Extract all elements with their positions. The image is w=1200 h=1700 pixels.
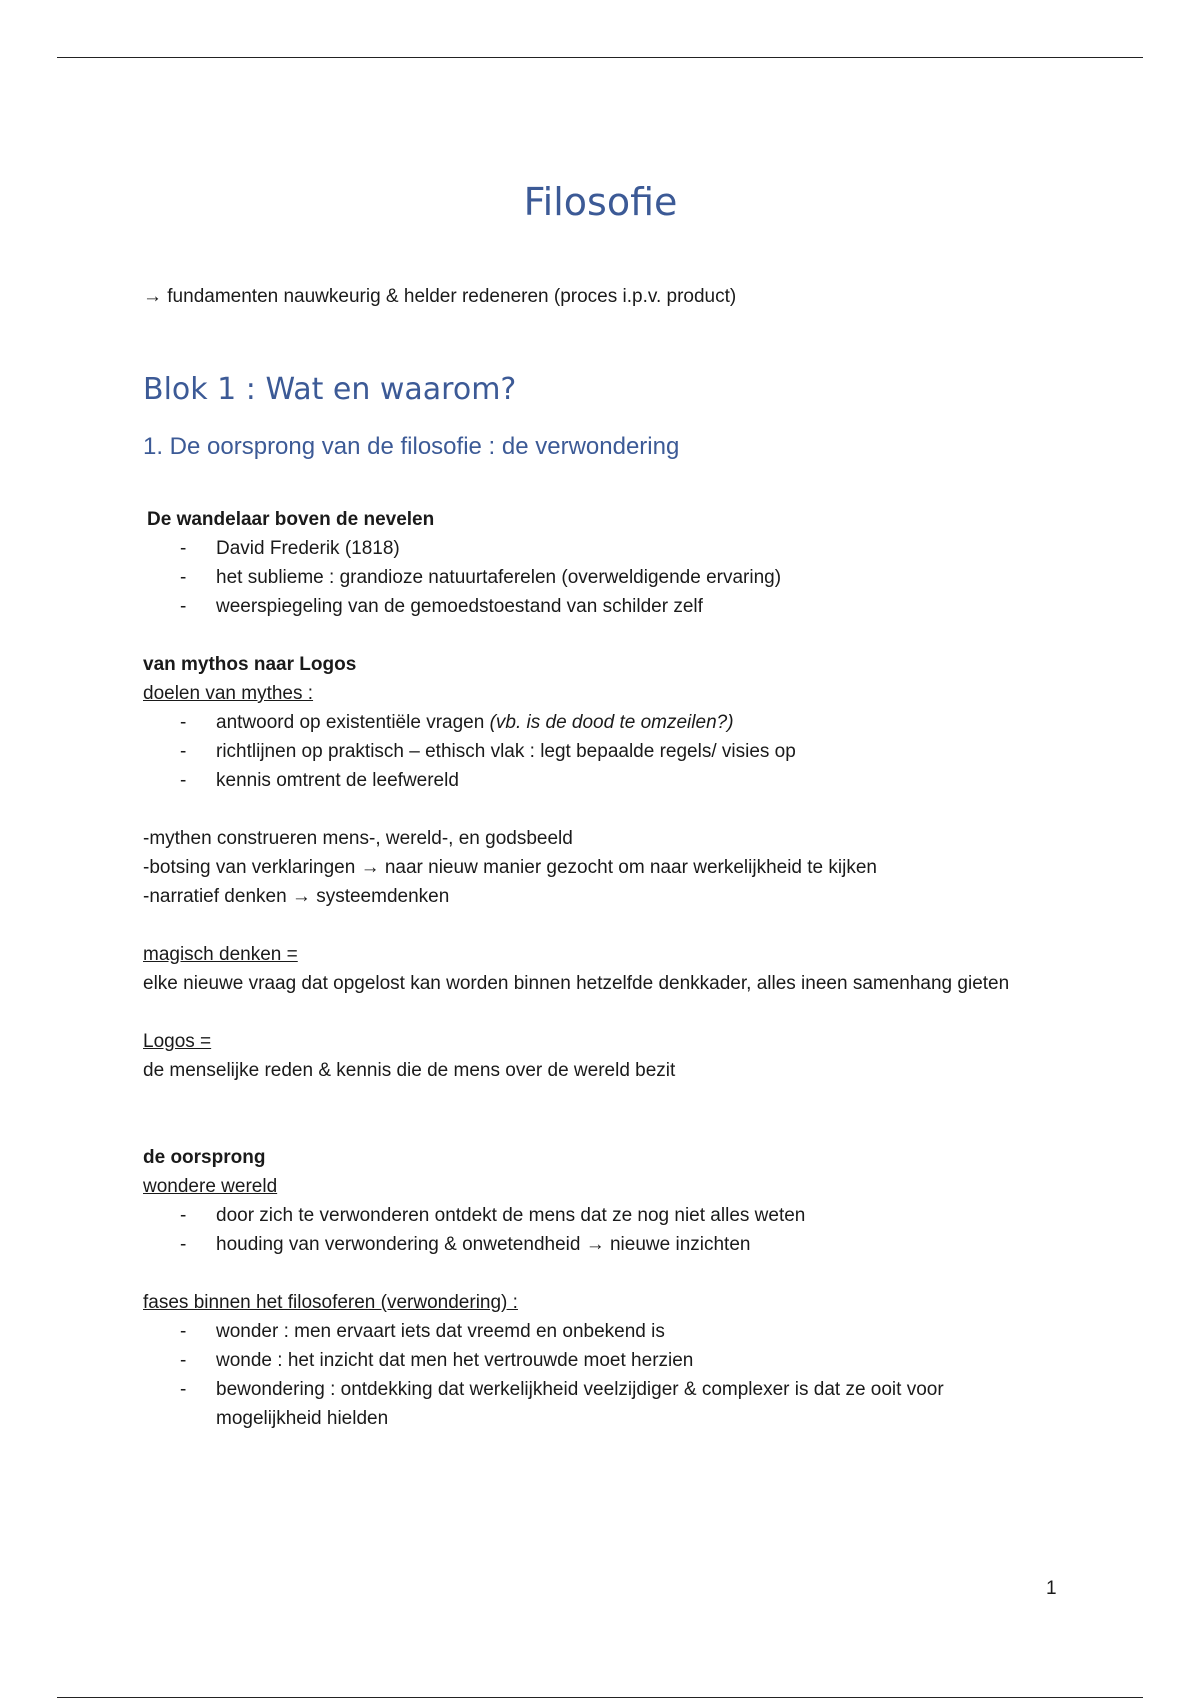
intro-line: → fundamenten nauwkeurig & helder redeneren (proces i.p.v. product) xyxy=(143,286,737,307)
mythos-subheading: doelen van mythes : xyxy=(143,683,314,704)
block-heading: Blok 1 : Wat en waarom? xyxy=(143,372,517,407)
oorsprong-heading: de oorsprong xyxy=(143,1147,266,1168)
header-rule xyxy=(57,57,1143,58)
page-number: 1 xyxy=(1046,1578,1057,1599)
document-title: Filosofie xyxy=(523,180,678,224)
list-item: - het sublieme : grandioze natuurtaferelen (overweldigende ervaring) xyxy=(143,563,1043,592)
wandelaar-heading: De wandelaar boven de nevelen xyxy=(147,509,435,530)
oorsprong-subheading: wondere wereld xyxy=(143,1176,278,1197)
list-item: - kennis omtrent de leefwereld xyxy=(143,766,1043,795)
logos-text: de menselijke reden & kennis die de mens over de wereld bezit xyxy=(143,1060,676,1081)
list-item: - David Frederik (1818) xyxy=(143,534,1043,563)
text-line: -botsing van verklaringen → naar nieuw manier gezocht om naar werkelijkheid te kijken xyxy=(143,857,877,878)
list-item: - wonde : het inzicht dat men het vertrouwde moet herzien xyxy=(143,1346,1043,1375)
section-heading: 1. De oorsprong van de filosofie : de verwondering xyxy=(143,433,680,460)
fases-list xyxy=(143,1317,1043,1433)
fases-heading: fases binnen het filosoferen (verwondering) : xyxy=(143,1292,518,1313)
list-item xyxy=(143,708,1043,737)
magisch-text: elke nieuwe vraag dat opgelost kan worden binnen hetzelfde denkkader, alles ineen samenhang gieten xyxy=(143,973,1010,994)
footer-rule xyxy=(57,1697,1143,1698)
mythos-heading: van mythos naar Logos xyxy=(143,654,357,675)
wandelaar-list xyxy=(143,534,1043,621)
text-line: -mythen construeren mens-, wereld-, en godsbeeld xyxy=(143,828,573,849)
list-item: - houding van verwondering & onwetendheid → nieuwe inzichten xyxy=(143,1230,1043,1259)
list-item: - richtlijnen op praktisch – ethisch vlak : legt bepaalde regels/ visies op xyxy=(143,737,1043,766)
text-line: -narratief denken → systeemdenken xyxy=(143,886,450,907)
list-item: - bewondering : ontdekking dat werkelijkheid veelzijdiger & complexer is dat ze ooit voor mogelijkheid hielden xyxy=(143,1375,1016,1433)
mythos-list xyxy=(143,708,1043,795)
oorsprong-list xyxy=(143,1201,1043,1259)
list-item: - wonder : men ervaart iets dat vreemd en onbekend is xyxy=(143,1317,1043,1346)
list-item-text: antwoord op existentiële vragen xyxy=(216,712,490,733)
magisch-heading: magisch denken = xyxy=(143,944,298,965)
list-item: - door zich te verwonderen ontdekt de mens dat ze nog niet alles weten xyxy=(143,1201,1043,1230)
list-item-example: (vb. is de dood te omzeilen?) xyxy=(489,712,734,733)
list-item: - weerspiegeling van de gemoedstoestand van schilder zelf xyxy=(143,592,1043,621)
logos-heading: Logos = xyxy=(143,1031,212,1052)
document-body xyxy=(143,505,1043,1433)
